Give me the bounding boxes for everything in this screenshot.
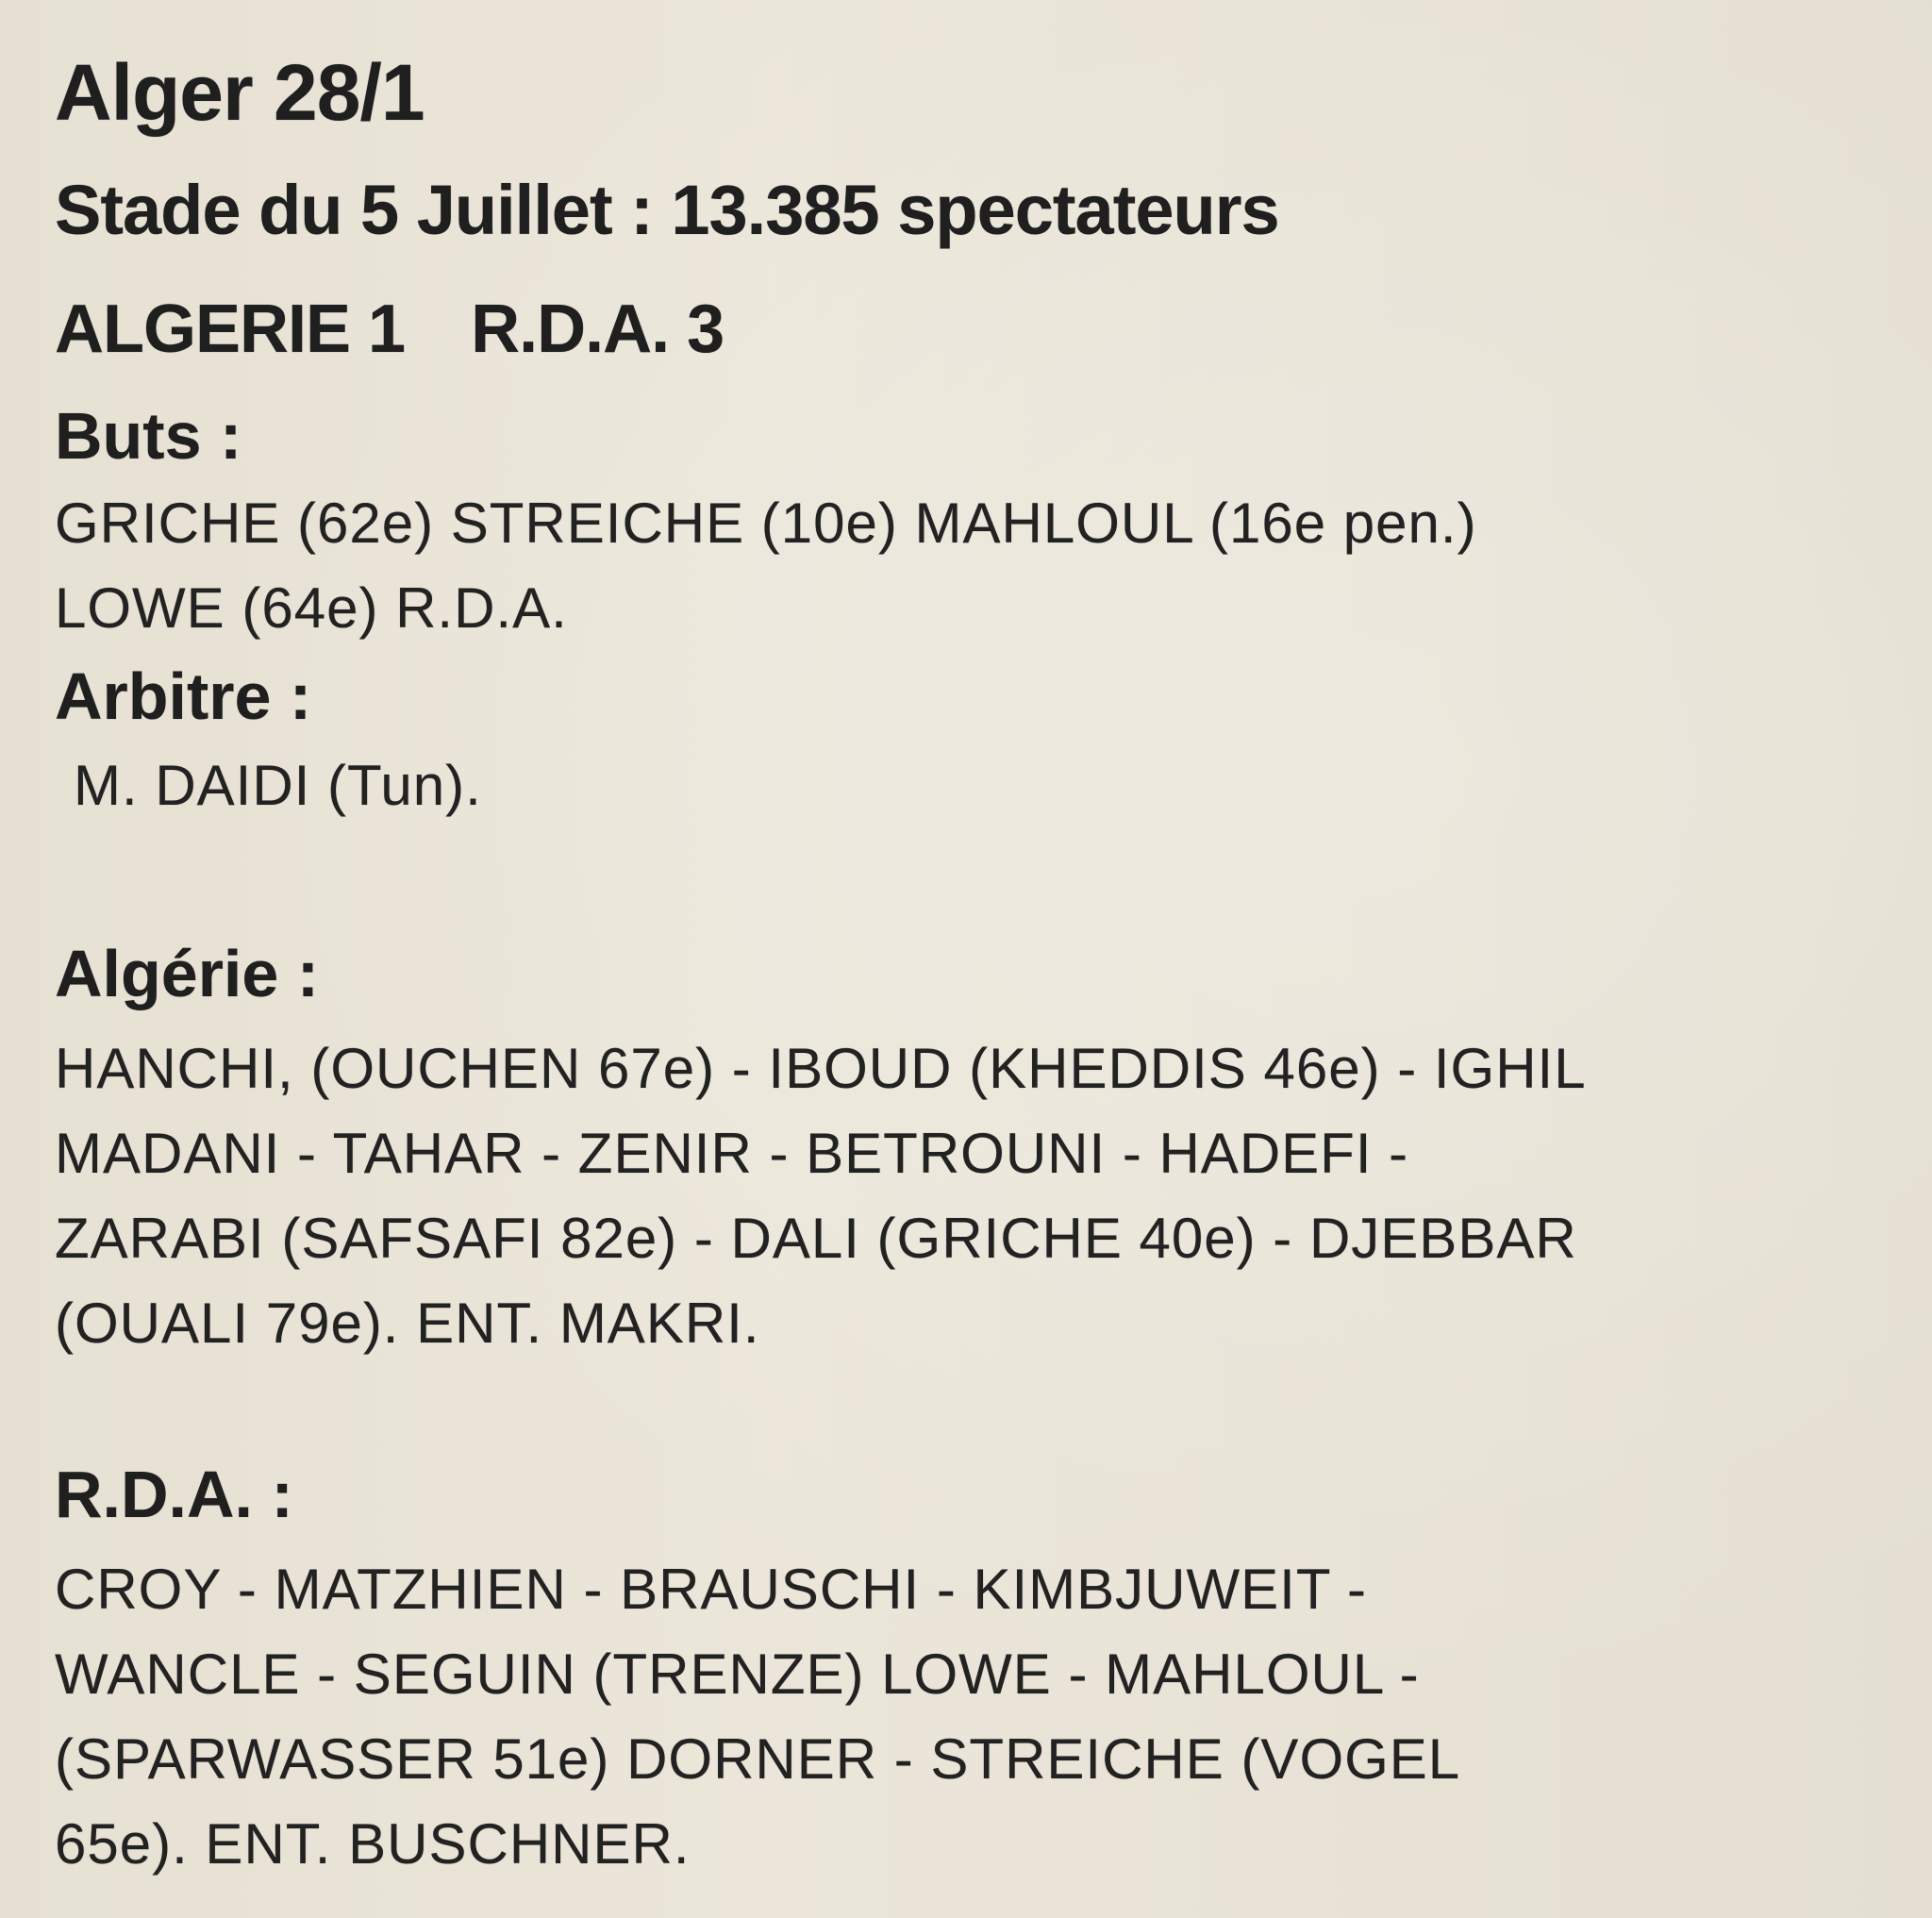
gdr-lineup-line-2: WANCLE - SEGUIN (TRENZE) LOWE - MAHLOUL - <box>55 1643 1420 1706</box>
goals-label: Buts : <box>55 399 242 473</box>
home-score: ALGERIE 1 <box>55 292 406 367</box>
report-title: Alger 28/1 <box>55 48 425 137</box>
algeria-lineup-label: Algérie : <box>55 937 320 1010</box>
gdr-lineup-line-1: CROY - MATZHIEN - BRAUSCHI - KIMBJUWEIT - <box>55 1558 1368 1621</box>
algeria-lineup-line-3: ZARABI (SAFSAFI 82e) - DALI (GRICHE 40e) - DJEBBAR <box>55 1207 1577 1270</box>
algeria-lineup-line-1: HANCHI, (OUCHEN 67e) - IBOUD (KHEDDIS 46e) - IGHIL <box>55 1037 1587 1100</box>
gdr-lineup-line-4: 65e). ENT. BUSCHNER. <box>55 1812 691 1876</box>
goals-line-1: GRICHE (62e) STREICHE (10e) MAHLOUL (16e pen.) <box>55 492 1477 555</box>
goals-line-2: LOWE (64e) R.D.A. <box>55 576 568 640</box>
algeria-lineup-line-2: MADANI - TAHAR - ZENIR - BETROUNI - HADEFI - <box>55 1122 1409 1185</box>
stadium-attendance: Stade du 5 Juillet : 13.385 spectateurs <box>55 171 1279 249</box>
referee-name: M. DAIDI (Tun). <box>74 754 482 817</box>
algeria-lineup-line-4: (OUALI 79e). ENT. MAKRI. <box>55 1292 760 1355</box>
final-score <box>55 291 724 368</box>
gdr-lineup-label: R.D.A. : <box>55 1458 293 1531</box>
away-score: R.D.A. 3 <box>471 292 724 367</box>
gdr-lineup-line-3: (SPARWASSER 51e) DORNER - STREICHE (VOGEL <box>55 1727 1461 1791</box>
referee-label: Arbitre : <box>55 659 312 733</box>
